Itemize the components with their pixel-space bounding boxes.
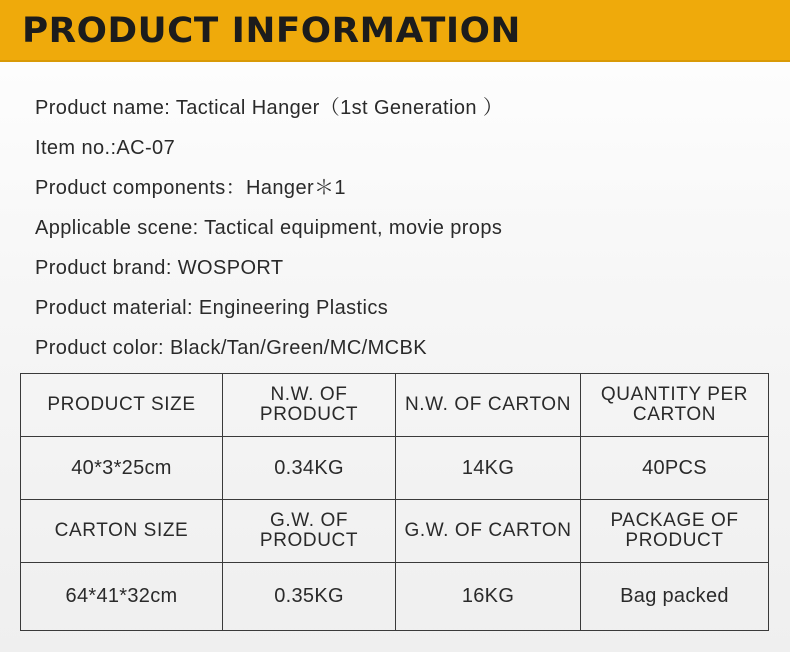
header-product-size: PRODUCT SIZE <box>21 374 223 437</box>
info-applicable-scene: Applicable scene: Tactical equipment, movie props <box>35 217 503 239</box>
table-row-header-1 <box>21 374 769 437</box>
table-row-header-2 <box>21 500 769 563</box>
header-gw-product: G.W. OF PRODUCT <box>223 500 396 563</box>
info-brand: Product brand: WOSPORT <box>35 257 284 279</box>
header-quantity-per-carton: QUANTITY PER CARTON <box>581 374 769 437</box>
table-row-values-2 <box>21 563 769 631</box>
product-info-list <box>35 88 503 368</box>
spec-table <box>20 373 769 631</box>
page-title: PRODUCT INFORMATION <box>22 11 521 51</box>
header-nw-carton: N.W. OF CARTON <box>396 374 581 437</box>
info-color: Product color: Black/Tan/Green/MC/MCBK <box>35 337 427 359</box>
info-item-no: Item no.:AC-07 <box>35 137 176 159</box>
value-gw-product: 0.35KG <box>223 563 396 631</box>
header-carton-size: CARTON SIZE <box>21 500 223 563</box>
info-product-name: Product name: Tactical Hanger（1st Generation ） <box>35 97 504 119</box>
info-components: Product components：Hanger＊1 <box>35 177 346 199</box>
value-package-of-product: Bag packed <box>581 563 769 631</box>
header-nw-product: N.W. OF PRODUCT <box>223 374 396 437</box>
info-material: Product material: Engineering Plastics <box>35 297 389 319</box>
table-row-values-1 <box>21 437 769 500</box>
header-gw-carton: G.W. OF CARTON <box>396 500 581 563</box>
value-product-size: 40*3*25cm <box>21 437 223 500</box>
header-banner <box>0 0 790 62</box>
value-nw-carton: 14KG <box>396 437 581 500</box>
value-gw-carton: 16KG <box>396 563 581 631</box>
header-package-of-product: PACKAGE OF PRODUCT <box>581 500 769 563</box>
value-nw-product: 0.34KG <box>223 437 396 500</box>
value-quantity-per-carton: 40PCS <box>581 437 769 500</box>
value-carton-size: 64*41*32cm <box>21 563 223 631</box>
